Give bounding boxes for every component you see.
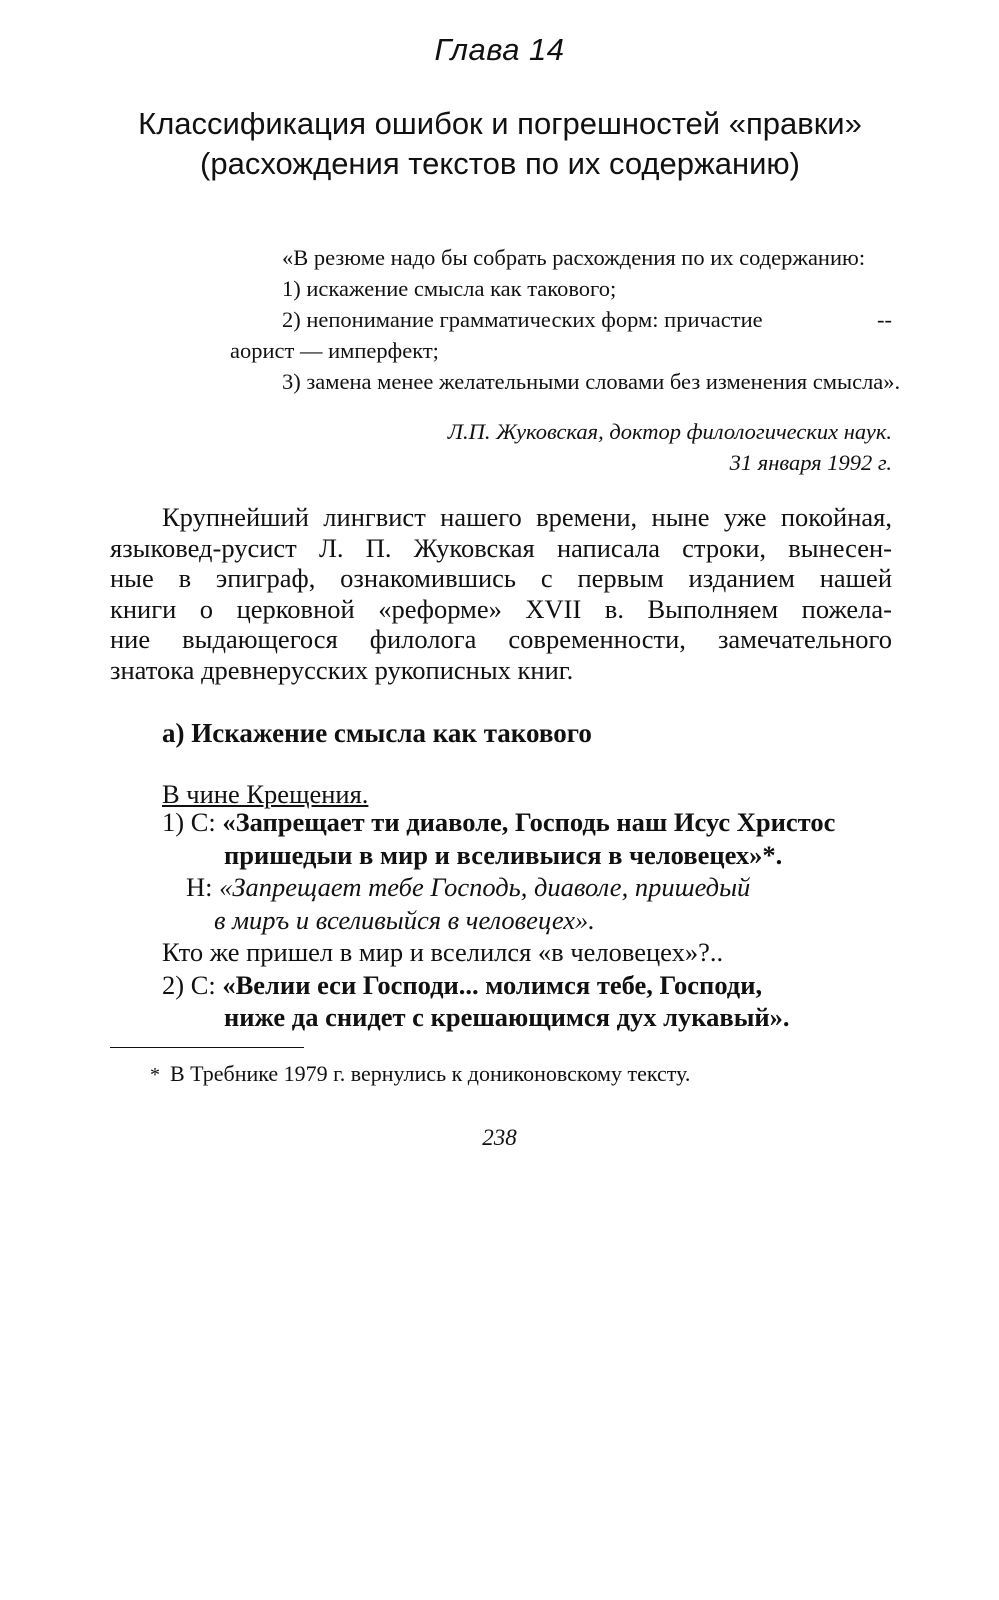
footnote-divider [110, 1047, 304, 1048]
example-2-s-line-2 [162, 1001, 902, 1034]
example-1-s-text: пришедыи в мир и вселивыися в человецех»*. [224, 839, 783, 870]
body-line: знатока древнерусских рукописных книг. [110, 654, 574, 685]
epigraph-item-3: 3) замена менее желательными словами без изменения смысла». [282, 369, 901, 394]
example-1-prefix: 1) С: [162, 807, 216, 837]
example-1-n-line-2 [162, 904, 902, 937]
example-2-prefix: 2) С: [162, 969, 216, 1000]
example-2-s-line-1 [162, 969, 902, 1002]
body-line: Крупнейший лингвист нашего времени, ныне уже покойная, [162, 502, 892, 532]
example-1-n-prefix: Н: [186, 872, 213, 902]
example-1-n-text: в миръ и вселивыйся в человецех». [214, 904, 595, 935]
footnote-text: В Требнике 1979 г. вернулись к дониконовскому тексту. [170, 1061, 691, 1086]
example-2-s-text: «Велии еси Господи... молимся тебе, Господи, [222, 969, 763, 1000]
example-1-s-line-1 [162, 806, 902, 839]
example-2-s-text: ниже да снидет с крешающимся дух лукавый». [224, 1002, 790, 1032]
epigraph-item-2-dash: -- [877, 307, 892, 332]
epigraph-intro: «В резюме надо бы собрать расхождения по их содержанию: [282, 245, 866, 270]
examples [162, 806, 902, 1034]
body-line: ние выдающегося филолога современности, замечательного [110, 624, 892, 654]
epigraph-item-2-line-2: аорист — имперфект; [230, 338, 439, 363]
example-1-s-text: «Запрещает ти диаволе, Господь наш Исус Христос [222, 807, 836, 837]
epigraph [230, 242, 901, 397]
body-line: ные в эпиграф, ознакомившись с первым изданием нашей [110, 563, 892, 593]
chapter-label: Глава 14 [434, 32, 565, 67]
chapter-title-line: Классификация ошибок и погрешностей «правки» [138, 106, 862, 141]
footnote-marker: * [150, 1064, 160, 1086]
page-number: 238 [482, 1125, 517, 1150]
epigraph-date: 31 января 1992 г. [729, 450, 892, 475]
epigraph-item-1: 1) искажение смысла как такового; [282, 276, 617, 301]
chapter-title [80, 104, 920, 184]
body-paragraph [110, 502, 892, 685]
section-heading: а) Искажение смысла как такового [162, 718, 592, 748]
rite-title: В чине Крещения. [162, 779, 369, 809]
example-1-n-text: «Запрещает тебе Господь, диаволе, пришедый [219, 872, 751, 902]
example-question: Кто же пришел в мир и вселился «в человецех»?.. [162, 937, 724, 967]
example-1-s-line-2 [162, 839, 902, 872]
epigraph-author: Л.П. Жуковская, доктор филологических наук. [447, 419, 892, 444]
example-1-n-line-1 [162, 871, 902, 904]
chapter-title-line: (расхождения текстов по их содержанию) [200, 146, 800, 181]
footnote [150, 1060, 690, 1089]
epigraph-item-2-line-1 [230, 304, 892, 335]
epigraph-item-2-text: 2) непонимание грамматических форм: причастие [282, 307, 763, 332]
body-line: книги о церковной «реформе» XVII в. Выполняем пожела- [110, 593, 892, 624]
epigraph-attribution [448, 416, 892, 478]
body-line: языковед-русист Л. П. Жуковская написала строки, вынесен- [110, 532, 892, 563]
